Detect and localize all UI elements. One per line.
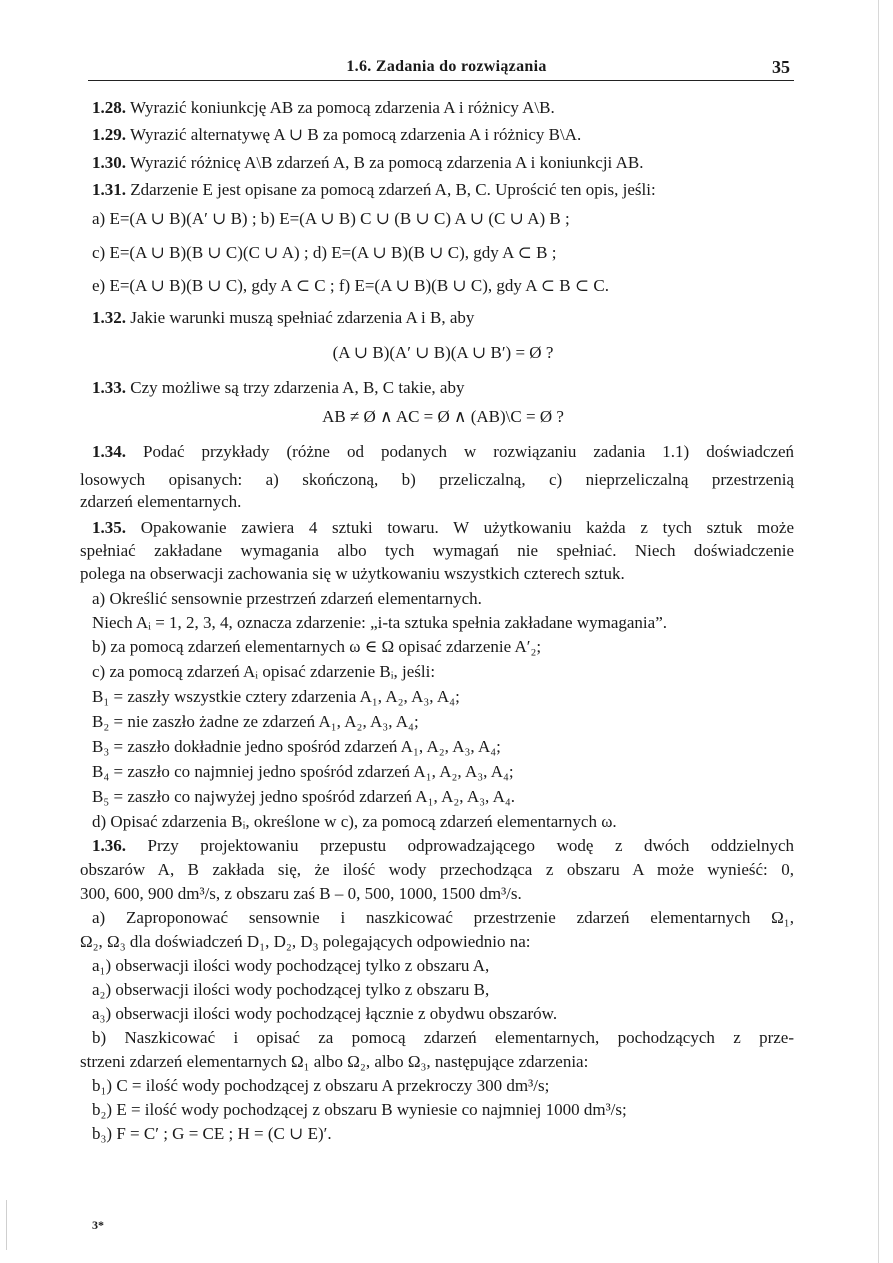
text-line: b₃) F = C′ ; G = CE ; H = (C ∪ E)′. [92,1124,332,1143]
text-line: b) Naszkicować i opisać za pomocą zdarzeń elementarnych, pochodzących z prze- [92,1028,794,1047]
text-line: a) Zaproponować sensownie i naszkicować przestrzenie zdarzeń elementarnych Ω₁, [92,908,794,927]
text-line: zdarzeń elementarnych. [80,492,242,511]
exercise-1-34 [92,442,794,462]
page-number: 35 [772,57,790,77]
running-head-title: 1.6. Zadania do rozwiązania [346,58,547,75]
exercise-number: 1.30. [92,153,126,172]
formula-line: e) E=(A ∪ B)(B ∪ C), gdy A ⊂ C ; f) E=(A ∪ B)(B ∪ C), gdy A ⊂ B ⊂ C. [92,276,609,295]
exercise-number: 1.33. [92,378,126,397]
exercise-1-36 [92,836,794,856]
exercise-text: Jakie warunki muszą spełniać zdarzenia A i B, aby [126,308,475,327]
exercise-text: Przy projektowaniu przepustu odprowadzającego wodę z dwóch oddzielnych [126,836,794,855]
text-line: polega na obserwacji zachowania się w użytkowaniu wszystkich czterech sztuk. [80,564,625,583]
exercise-text: Podać przykłady (różne od podanych w rozwiązaniu zadania 1.1) doświadczeń [126,442,794,461]
text-line: d) Opisać zdarzenia Bᵢ, określone w c), za pomocą zdarzeń elementarnych ω. [92,812,617,831]
exercise-1-29 [92,125,581,145]
exercise-text: Czy możliwe są trzy zdarzenia A, B, C takie, aby [126,378,465,397]
exercise-1-33 [92,378,464,398]
text-line: B₃ = zaszło dokładnie jedno spośród zdarzeń A₁, A₂, A₃, A₄; [92,737,501,756]
display-formula: (A ∪ B)(A′ ∪ B)(A ∪ B′) = Ø ? [332,343,554,362]
text-line: c) za pomocą zdarzeń Aᵢ opisać zdarzenie Bᵢ, jeśli: [92,662,436,681]
text-line: a) Określić sensownie przestrzeń zdarzeń elementarnych. [92,589,482,608]
text-line: Niech Aᵢ = 1, 2, 3, 4, oznacza zdarzenie: „i-ta sztuka spełnia zakładane wymagania”. [92,613,667,632]
exercise-number: 1.35. [92,518,126,537]
exercise-text: Opakowanie zawiera 4 sztuki towaru. W użytkowaniu każda z tych sztuk może [126,518,794,537]
exercise-1-31 [92,180,656,200]
exercise-number: 1.34. [92,442,126,461]
page-edge-left [6,1200,7,1250]
exercise-1-28 [92,98,555,118]
text-line: spełniać zakładane wymagania albo tych wymagań nie spełniać. Niech doświadczenie [80,541,794,560]
exercise-1-30 [92,153,643,173]
formula-line: c) E=(A ∪ B)(B ∪ C)(C ∪ A) ; d) E=(A ∪ B)(B ∪ C), gdy A ⊂ B ; [92,243,557,262]
text-line: 300, 600, 900 dm³/s, z obszaru zaś B – 0, 500, 1000, 1500 dm³/s. [80,884,522,903]
display-formula: AB ≠ Ø ∧ AC = Ø ∧ (AB)\C = Ø ? [322,407,564,426]
exercise-text: Wyrazić różnicę A\B zdarzeń A, B za pomocą zdarzenia A i koniunkcji AB. [126,153,644,172]
text-line: b) za pomocą zdarzeń elementarnych ω ∈ Ω opisać zdarzenie A′₂; [92,637,542,656]
exercise-1-35 [92,518,794,538]
exercise-number: 1.29. [92,125,126,144]
exercise-text: Wyrazić koniunkcję AB za pomocą zdarzenia A i różnicy A\B. [126,98,555,117]
text-line: obszarów A, B zakłada się, że ilość wody przechodząca z obszaru A może wynieść: 0, [80,860,794,879]
text-line: losowych opisanych: a) skończoną, b) przeliczalną, c) nieprzeliczalną przestrzenią [80,470,794,489]
exercise-text: Wyrazić alternatywę A ∪ B za pomocą zdarzenia A i różnicy B\A. [126,125,582,144]
page-edge-right [878,0,879,1263]
text-line: a₃) obserwacji ilości wody pochodzącej łącznie z obydwu obszarów. [92,1004,558,1023]
text-line: B₄ = zaszło co najmniej jedno spośród zdarzeń A₁, A₂, A₃, A₄; [92,762,514,781]
exercise-number: 1.32. [92,308,126,327]
text-line: B₅ = zaszło co najwyżej jedno spośród zdarzeń A₁, A₂, A₃, A₄. [92,787,516,806]
exercise-number: 1.31. [92,180,126,199]
text-line: b₁) C = ilość wody pochodzącej z obszaru A przekroczy 300 dm³/s; [92,1076,550,1095]
text-line: a₂) obserwacji ilości wody pochodzącej tylko z obszaru B, [92,980,490,999]
text-line: strzeni zdarzeń elementarnych Ω₁ albo Ω₂, albo Ω₃, następujące zdarzenia: [80,1052,589,1071]
exercise-text: Zdarzenie E jest opisane za pomocą zdarzeń A, B, C. Uprościć ten opis, jeśli: [126,180,656,199]
header-rule [88,80,794,81]
text-line: a₁) obserwacji ilości wody pochodzącej tylko z obszaru A, [92,956,490,975]
exercise-number: 1.28. [92,98,126,117]
text-line: Ω₂, Ω₃ dla doświadczeń D₁, D₂, D₃ polegających odpowiednio na: [80,932,531,951]
text-line: B₁ = zaszły wszystkie cztery zdarzenia A₁, A₂, A₃, A₄; [92,687,460,706]
exercise-1-32 [92,308,474,328]
exercise-number: 1.36. [92,836,126,855]
signature-mark: 3* [92,1218,104,1232]
formula-line: a) E=(A ∪ B)(A′ ∪ B) ; b) E=(A ∪ B) C ∪ (B ∪ C) A ∪ (C ∪ A) B ; [92,209,570,228]
text-line: B₂ = nie zaszło żadne ze zdarzeń A₁, A₂, A₃, A₄; [92,712,419,731]
text-line: b₂) E = ilość wody pochodzącej z obszaru B wyniesie co najmniej 1000 dm³/s; [92,1100,627,1119]
